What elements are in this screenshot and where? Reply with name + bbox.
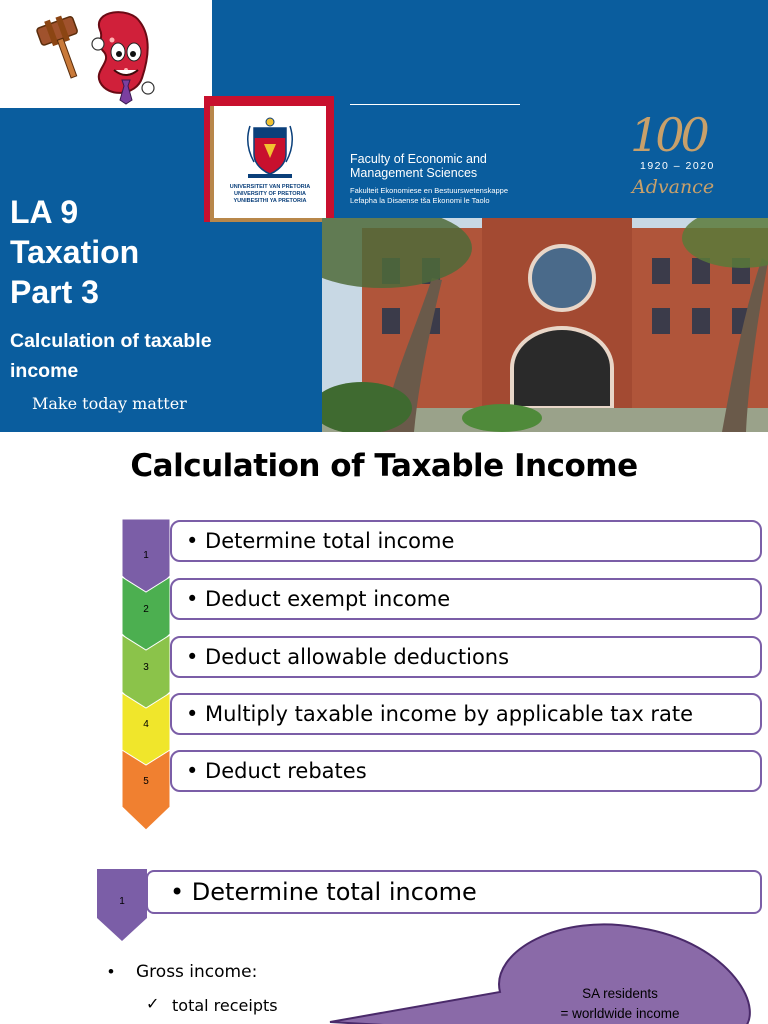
faculty-af-line-2: Lefapha la Disaense tša Ekonomi le Taolo [350,196,490,205]
step-4-box: • Multiply taxable income by applicable tax rate [170,693,762,735]
centenary-years: 1920 – 2020 [640,160,715,172]
centenary-number: 100 [630,108,706,162]
title-line-1: LA 9 [10,194,79,230]
step-2-box: • Deduct exempt income [170,578,762,620]
detail-slide [0,834,768,1024]
subtitle-line-1: Calculation of taxable [10,330,212,352]
step-3-number: 3 [143,662,149,673]
centenary-logo [622,108,752,208]
callout-line-2: = worldwide income [560,1006,680,1021]
callout-text [520,984,720,1024]
mascot-area [0,0,212,108]
step-1-number: 1 [143,550,149,561]
checkmark-icon: ✓ [146,996,160,1013]
bullet-dot: • [108,962,114,981]
campus-building-photo [322,218,768,432]
step-4-number: 4 [143,719,149,730]
faculty-en-line-2: Management Sciences [350,166,478,180]
faculty-en-line-1: Faculty of Economic and [350,152,487,166]
detail-step-number: 1 [119,896,125,907]
faculty-divider [350,104,520,105]
callout-line-1: SA residents [582,986,658,1001]
faculty-name-english [350,152,550,180]
step-3-box: • Deduct allowable deductions [170,636,762,678]
subtitle-line-2: income [10,360,79,382]
steps-slide [0,432,768,834]
step-5-number: 5 [143,776,149,787]
slide-title [10,192,310,312]
slide-subtitle [10,326,310,386]
steps-slide-title: Calculation of Taxable Income [130,448,638,484]
step-5-chevron [121,749,171,831]
tagline: Make today matter [32,394,187,413]
university-name-line-2: UNIVERSITY OF PRETORIA [234,191,306,197]
centenary-word: Advance [632,176,715,198]
faculty-name-other-languages [350,186,570,206]
kidney-mascot-with-gavel-icon [0,0,212,108]
faculty-af-line-1: Fakulteit Ekonomiese en Bestuurswetenskappe [350,186,509,195]
title-slide [0,0,768,432]
step-1-box: • Determine total income [170,520,762,562]
gross-income-bullet: Gross income: [136,962,258,982]
university-crest-icon [214,114,326,184]
total-receipts-item: total receipts [172,996,278,1015]
title-line-2: Taxation [10,234,140,270]
step-2-number: 2 [143,604,149,615]
university-name-line-3: YUNIBESITHI YA PRETORIA [233,198,307,204]
step-5-box: • Deduct rebates [170,750,762,792]
title-line-3: Part 3 [10,274,99,310]
university-name-line-1: UNIVERSITEIT VAN PRETORIA [229,184,311,190]
detail-step-box: • Determine total income [146,870,762,914]
